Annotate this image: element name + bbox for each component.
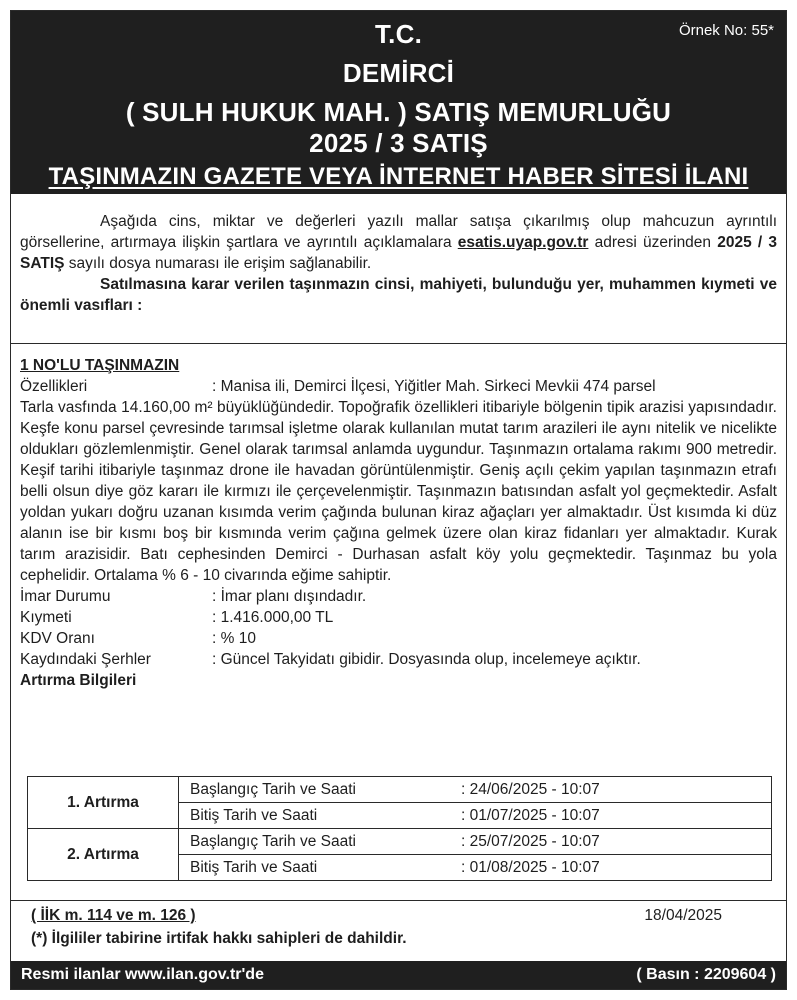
header-banner (11, 11, 786, 194)
announcement-date: 18/04/2025 (644, 907, 722, 924)
esatis-link[interactable]: esatis.uyap.gov.tr (457, 234, 589, 251)
footer-site[interactable]: Resmi ilanlar www.ilan.gov.tr'de (21, 966, 264, 983)
sample-number: Örnek No: 55* (678, 22, 774, 39)
law-reference: ( İİK m. 114 ve m. 126 ) (31, 907, 196, 924)
intro-paragraph: Aşağıda cins, miktar ve değerleri yazılı mallar satışa çıkarılmış olup mahcuzun ayrıntılı görsellerine, artırmaya ilişkin şartlara ve ayrıntılı açıklamalara esatis.uyap.gov.tr adresi üzerinden 2025 / 3 SATIŞ sayılı dosya numarası ile erişim sağlanabilir. (20, 213, 777, 272)
auction-heading: Artırma Bilgileri (20, 672, 137, 689)
file-number: 2025 / 3 SATIŞ (20, 234, 777, 272)
auction-name: 1. Artırma (28, 777, 179, 829)
header-town: DEMİRCİ (342, 58, 455, 88)
property-title: 1 NO'LU TAŞINMAZIN (20, 357, 180, 374)
header-announcement-title: TAŞINMAZIN GAZETE VEYA İNTERNET HABER SİTESİ İLANI (48, 163, 749, 190)
header-office: ( SULH HUKUK MAH. ) SATIŞ MEMURLUĞU (125, 97, 672, 127)
divider (11, 900, 786, 901)
intro-section (20, 211, 777, 316)
value-row: Kıymeti : 1.416.000,00 TL (20, 609, 334, 626)
intro-subheading: Satılmasına karar verilen taşınmazın cinsi, mahiyeti, bulunduğu yer, muhammen kıymeti ve önemli vasıfları : (20, 276, 777, 314)
table-row: Bitiş Tarih ve Saati : 01/07/2025 - 10:07 (28, 803, 772, 829)
features-description: Tarla vasfında 14.160,00 m² büyüklüğündedir. Topoğrafik özellikleri itibariyle bölgenin tipik arazisi yapısındadır. Keşfe konu parsel çevresinde tarımsal işletme olarak kullanılan mutat tarım arazileri ile aynı nitelik ve nicelikte oldukları gözlemlenmiştir. Genel olarak tarımsal anlamda uygundur. Taşınmazın ortalama rakımı 900 metredir. Keşif tarihi itibariyle taşınmaz drone ile havadan görüntülenmiştir. Geniş açılı çekim yapılan taşınmazın etrafı belli olsun diye göz kararı ile kırmızı ile çerçevelenmiştir. Taşınmazın batısından asfalt yol geçmektedir. Asfalt yoldan yukarı doğru uzanan kısımda verim çağında bulunan kiraz ağaçları yer almaktadır. Üst kısımda ki düz alanın ise bir kısmı boş bir kısmında verim çağına gelmek üzere olan kiraz fidanları yer almaktadır. Kurak tarım arazisidir. Batı cephesinden Demirci - Durhasan asfalt köy yolu geçmektedir. Taşınmaz bu yola cephelidir. Ortalama % 6 - 10 civarında eğime sahiptir. (20, 399, 777, 584)
footer-banner (11, 961, 786, 989)
divider (11, 343, 786, 344)
table-row: 2. Artırma Başlangıç Tarih ve Saati : 25/07/2025 - 10:07 (28, 829, 772, 855)
press-number: ( Basın : 2209604 ) (636, 966, 776, 983)
property-section (20, 355, 777, 691)
header-tc: T.C. (374, 19, 423, 49)
footnote: (*) İlgililer tabirine irtifak hakkı sahipleri de dahildir. (31, 930, 407, 947)
announcement-page (10, 10, 787, 990)
zoning-row: İmar Durumu : İmar planı dışındadır. (20, 588, 367, 605)
table-row: 1. Artırma Başlangıç Tarih ve Saati : 24/06/2025 - 10:07 (28, 777, 772, 803)
table-row: Bitiş Tarih ve Saati : 01/08/2025 - 10:07 (28, 855, 772, 881)
header-sale-no: 2025 / 3 SATIŞ (309, 128, 488, 158)
auction-table (27, 776, 772, 881)
features-row: Özellikleri : Manisa ili, Demirci İlçesi, Yiğitler Mah. Sirkeci Mevkii 474 parsel (20, 378, 656, 395)
auction-name: 2. Artırma (28, 829, 179, 881)
annotations-row: Kaydındaki Şerhler : Güncel Takyidatı gibidir. Dosyasında olup, incelemeye açıktır. (20, 651, 641, 668)
vat-row: KDV Oranı : % 10 (20, 630, 256, 647)
